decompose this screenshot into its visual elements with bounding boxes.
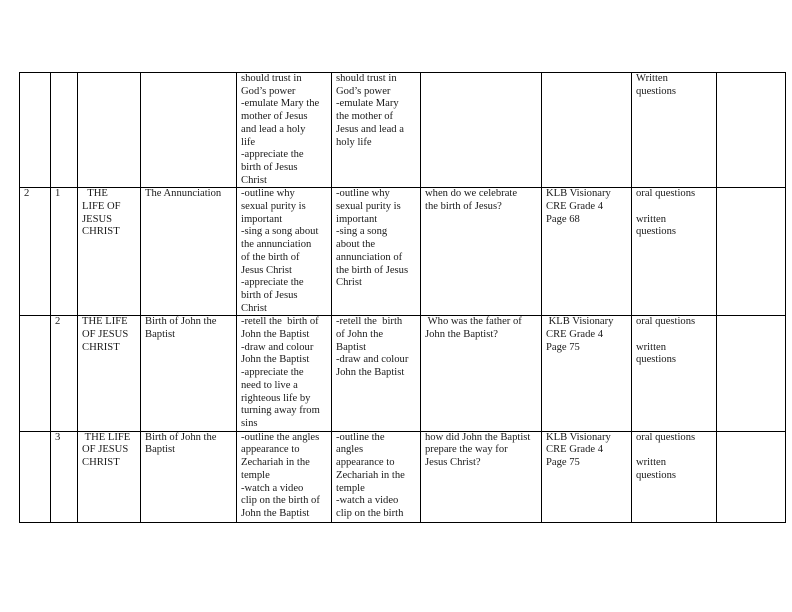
learning-outcomes-cell [237, 431, 332, 522]
cell-text: 2 [24, 188, 30, 200]
cell-text-line: KLB Visionary [546, 188, 611, 200]
cell-text-line: clip on the birth of [241, 495, 320, 507]
cell-text-line: -appreciate the [241, 367, 304, 379]
cell-text-line: annunciation of [336, 251, 403, 263]
sub-strand-cell [141, 316, 237, 431]
cell-text-line: -outline the angles [241, 431, 320, 443]
sub-strand-cell [141, 188, 237, 316]
cell-text-line: CRE Grade 4 [546, 444, 604, 456]
cell-text-line: OF JESUS [82, 329, 129, 341]
cell-text-line: questions [636, 469, 677, 481]
cell-text-line: temple [241, 469, 270, 481]
cell-text-line: Baptist [145, 329, 176, 341]
assessment-cell [632, 431, 717, 522]
cell-text-line: appearance to [336, 457, 395, 469]
learning-resources-cell [542, 73, 632, 188]
cell-text-line: Christ [241, 302, 267, 314]
cell-text-line: turning away from [241, 405, 320, 417]
cell-text: 2 [55, 316, 61, 328]
sub-strand-cell [141, 431, 237, 522]
cell-text-line: the birth of Jesus [336, 264, 409, 276]
cell-text-line: -draw and colour [241, 341, 314, 353]
cell-text-line: temple [336, 482, 365, 494]
cell-text-line: holy life [336, 136, 372, 148]
cell-text-line: Jesus Christ [241, 264, 292, 276]
strand-cell [78, 316, 141, 431]
cell-text-line: the annunciation [241, 239, 312, 251]
cell-text-line: written [636, 341, 667, 353]
cell-text-line [636, 201, 713, 214]
cell-text-line: -watch a video [336, 495, 399, 507]
learning-outcomes-cell [237, 316, 332, 431]
cell-text-line: should trust in [241, 73, 302, 84]
cell-text-line: -appreciate the [241, 277, 304, 289]
cell-text-line: Written [636, 73, 668, 84]
cell-text: 3 [55, 431, 61, 443]
learning-resources-cell [542, 316, 632, 431]
cell-text-line [636, 444, 713, 457]
cell-text-line: CRE Grade 4 [546, 329, 604, 341]
cell-text-line: written [636, 213, 667, 225]
cell-text-line: the birth of Jesus? [425, 201, 502, 213]
cell-text: 1 [55, 188, 61, 200]
scheme-of-work-table [19, 72, 786, 523]
learning-experiences-cell [332, 316, 421, 431]
cell-text-line: about the [336, 239, 376, 251]
cell-text-line: CHRIST [82, 341, 120, 353]
cell-text-line: clip on the birth [336, 507, 404, 519]
cell-text-line: -outline the [336, 431, 385, 443]
cell-text-line: -retell the birth [336, 316, 403, 328]
cell-text-line: -outline why [336, 188, 390, 200]
cell-text-line: mother of Jesus [241, 111, 308, 123]
learning-experiences-cell [332, 73, 421, 188]
assessment-cell [632, 73, 717, 188]
cell-text-line [636, 329, 713, 342]
cell-text-line: -draw and colour [336, 354, 409, 366]
remarks-cell [717, 316, 786, 431]
learning-resources-cell [542, 431, 632, 522]
lesson-cell [51, 431, 78, 522]
cell-text-line: -appreciate the [241, 149, 304, 161]
cell-text-line: KLB Visionary [546, 431, 611, 443]
cell-text-line: Baptist [145, 444, 176, 456]
cell-text-line: John the Baptist? [425, 329, 498, 341]
table-row [20, 73, 786, 188]
cell-text-line: oral questions [636, 188, 696, 200]
table-row [20, 431, 786, 522]
cell-text-line: when do we celebrate [425, 188, 518, 200]
cell-text-line: THE LIFE [82, 316, 128, 328]
cell-text-line: -outline why [241, 188, 295, 200]
cell-text-line: -sing a song [336, 226, 388, 238]
cell-text-line: birth of Jesus [241, 161, 298, 173]
cell-text-line: -emulate Mary the [241, 98, 320, 110]
cell-text-line: John the Baptist [241, 354, 310, 366]
strand-cell [78, 431, 141, 522]
week-cell [20, 431, 51, 522]
cell-text-line: The Annunciation [145, 188, 222, 200]
cell-text-line: important [336, 213, 378, 225]
cell-text-line: prepare the way for [425, 444, 508, 456]
cell-text-line: righteous life by [241, 392, 311, 404]
strand-cell [78, 188, 141, 316]
inquiry-question-cell [421, 316, 542, 431]
remarks-cell [717, 188, 786, 316]
cell-text-line: Baptist [336, 341, 367, 353]
week-cell [20, 316, 51, 431]
cell-text-line: Zechariah in the [336, 469, 405, 481]
cell-text-line: how did John the Baptist [425, 431, 531, 443]
cell-text-line: Christ [336, 277, 362, 289]
cell-text-line: God’s power [336, 85, 391, 97]
cell-text-line: -retell the birth of [241, 316, 319, 328]
cell-text-line: THE [82, 188, 108, 200]
cell-text-line: LIFE OF [82, 201, 121, 213]
week-cell [20, 73, 51, 188]
cell-text-line: -sing a song about [241, 226, 319, 238]
learning-resources-cell [542, 188, 632, 316]
cell-text-line: need to live a [241, 379, 298, 391]
cell-text-line: John the Baptist [336, 367, 405, 379]
assessment-cell [632, 188, 717, 316]
cell-text-line: questions [636, 354, 677, 366]
cell-text-line: Page 68 [546, 213, 580, 225]
cell-text-line: written [636, 457, 667, 469]
inquiry-question-cell [421, 73, 542, 188]
cell-text-line: CHRIST [82, 457, 120, 469]
strand-cell [78, 73, 141, 188]
learning-outcomes-cell [237, 188, 332, 316]
cell-text-line: JESUS [82, 213, 113, 225]
table-row [20, 188, 786, 316]
sub-strand-cell [141, 73, 237, 188]
cell-text-line: questions [636, 226, 677, 238]
cell-text-line: Zechariah in the [241, 457, 310, 469]
cell-text-line: sins [241, 417, 258, 429]
lesson-cell [51, 73, 78, 188]
assessment-cell [632, 316, 717, 431]
cell-text-line: birth of Jesus [241, 289, 298, 301]
cell-text-line: appearance to [241, 444, 300, 456]
cell-text-line: God’s power [241, 85, 296, 97]
cell-text-line: THE LIFE [82, 431, 131, 443]
inquiry-question-cell [421, 188, 542, 316]
remarks-cell [717, 73, 786, 188]
table-row [20, 316, 786, 431]
cell-text-line: angles [336, 444, 364, 456]
cell-text-line: Page 75 [546, 457, 580, 469]
cell-text-line: Who was the father of [425, 316, 522, 328]
cell-text-line: the mother of [336, 111, 394, 123]
cell-text-line: John the Baptist [241, 329, 310, 341]
learning-experiences-cell [332, 188, 421, 316]
cell-text-line: oral questions [636, 431, 696, 443]
cell-text-line: Birth of John the [145, 431, 217, 443]
cell-text-line: Jesus Christ? [425, 457, 481, 469]
cell-text-line: -emulate Mary [336, 98, 399, 110]
cell-text-line: questions [636, 85, 677, 97]
cell-text-line: Christ [241, 174, 267, 186]
cell-text-line: oral questions [636, 316, 696, 328]
cell-text-line: Page 75 [546, 341, 580, 353]
cell-text-line: life [241, 136, 256, 148]
cell-text-line: OF JESUS [82, 444, 129, 456]
cell-text-line: sexual purity is [336, 201, 401, 213]
cell-text-line: CHRIST [82, 226, 120, 238]
cell-text-line: Birth of John the [145, 316, 217, 328]
learning-outcomes-cell [237, 73, 332, 188]
inquiry-question-cell [421, 431, 542, 522]
remarks-cell [717, 431, 786, 522]
cell-text-line: of the birth of [241, 251, 300, 263]
cell-text-line: CRE Grade 4 [546, 201, 604, 213]
cell-text-line: John the Baptist [241, 507, 310, 519]
cell-text-line: should trust in [336, 73, 397, 84]
cell-text-line: important [241, 213, 283, 225]
cell-text-line: Jesus and lead a [336, 123, 404, 135]
lesson-cell [51, 188, 78, 316]
lesson-cell [51, 316, 78, 431]
cell-text-line: and lead a holy [241, 123, 306, 135]
learning-experiences-cell [332, 431, 421, 522]
cell-text-line: -watch a video [241, 482, 304, 494]
week-cell [20, 188, 51, 316]
cell-text-line: of John the [336, 329, 384, 341]
cell-text-line: KLB Visionary [546, 316, 614, 328]
cell-text-line: sexual purity is [241, 201, 306, 213]
